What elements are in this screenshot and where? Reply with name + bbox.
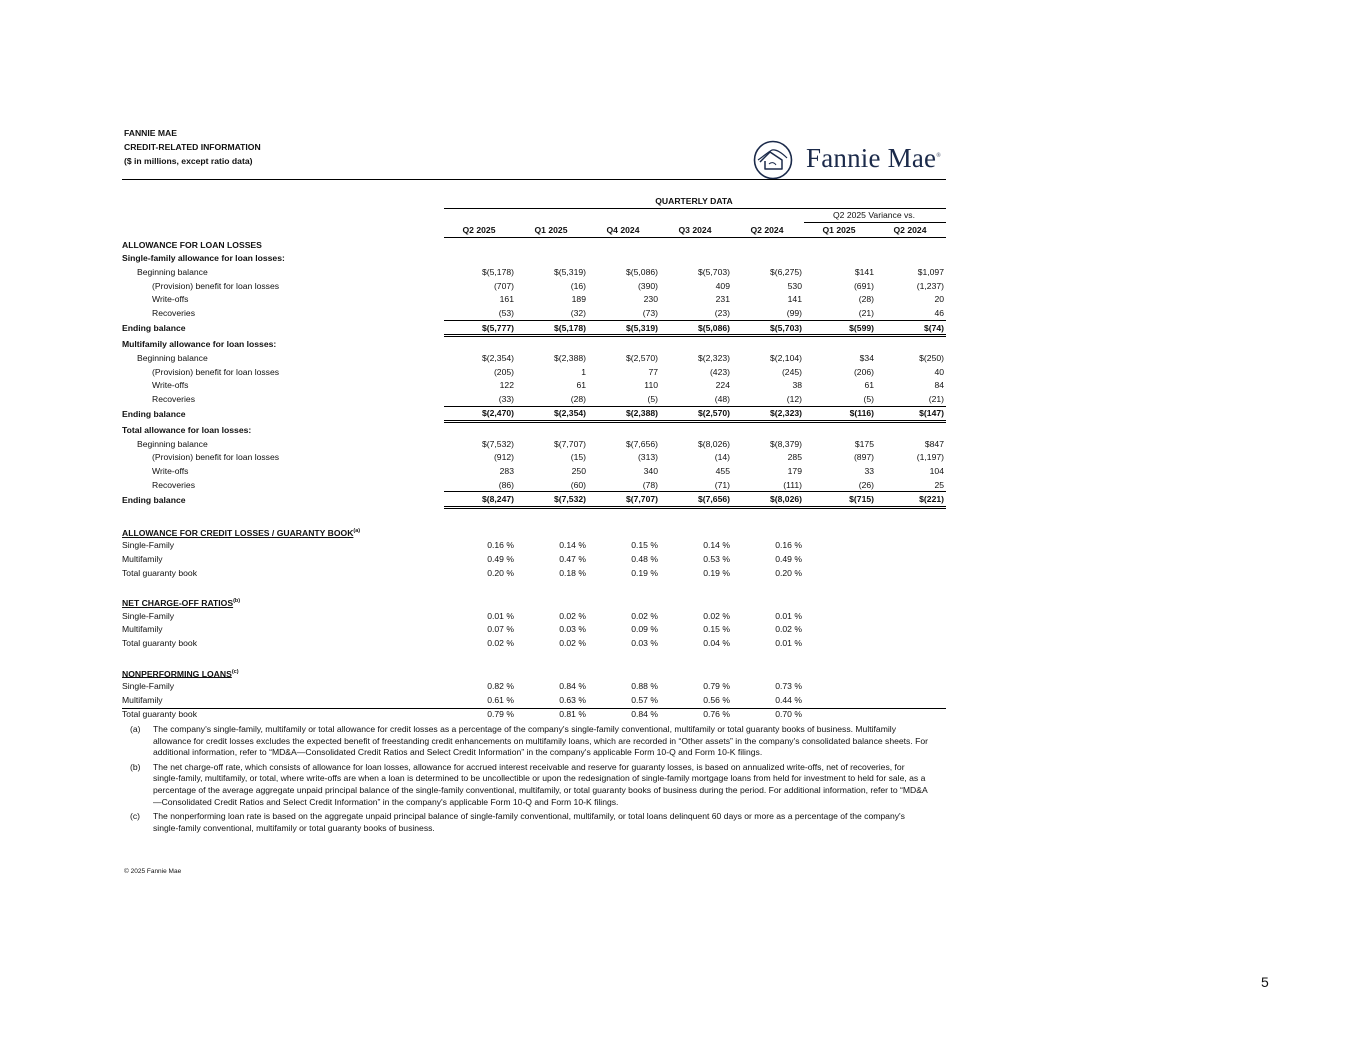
ratio-title-row <box>122 664 946 680</box>
column-header: Q2 2025 <box>444 223 516 238</box>
spacer-cell <box>876 623 946 637</box>
spacer-cell <box>876 609 946 623</box>
column-header: Q4 2024 <box>588 223 660 238</box>
value-cell: (1,237) <box>916 280 944 291</box>
value-cell: 0.16 % <box>775 540 802 551</box>
value-cell: (14) <box>714 452 730 463</box>
value-cell: $141 <box>854 267 874 278</box>
value-cell: $(2,323) <box>732 406 804 422</box>
value-cell: 46 <box>876 306 946 320</box>
value-cell: $(147) <box>876 406 946 422</box>
value-cell: 0.57 % <box>631 694 658 705</box>
value-cell: (313) <box>637 452 658 463</box>
value-cell: (71) <box>660 478 732 492</box>
spacer-cell <box>804 679 876 693</box>
value-cell: $(5,086) <box>625 267 658 278</box>
value-cell: 0.14 % <box>703 540 730 551</box>
column-header: Q2 2024 <box>876 223 946 238</box>
footnote-mark: (b) <box>130 761 141 772</box>
table-row <box>122 378 946 392</box>
value-cell: 0.01 % <box>775 610 802 621</box>
ratio-row <box>122 609 946 623</box>
value-cell: 104 <box>929 465 944 476</box>
value-cell: 285 <box>787 452 802 463</box>
value-cell: 0.16 % <box>487 540 514 551</box>
value-cell: 283 <box>499 465 514 476</box>
column-header: Q1 2025 <box>516 223 588 238</box>
value-cell: 0.70 % <box>775 708 802 719</box>
value-cell: 0.44 % <box>775 694 802 705</box>
value-cell: 33 <box>864 465 874 476</box>
value-cell: 179 <box>787 465 802 476</box>
table-row <box>122 265 946 279</box>
value-cell: 0.73 % <box>775 681 802 692</box>
value-cell: 0.02 % <box>703 610 730 621</box>
footnote <box>130 811 930 834</box>
value-cell: $(116) <box>804 406 876 422</box>
row-label: Beginning balance <box>137 267 208 278</box>
value-cell: 25 <box>876 478 946 492</box>
row-label: Recoveries <box>152 308 195 319</box>
value-cell: $(5,319) <box>588 320 660 336</box>
spacer-cell <box>876 539 946 553</box>
ratio-heading <box>122 664 946 680</box>
value-cell: $1,097 <box>917 267 944 278</box>
value-cell: $(5,319) <box>553 267 586 278</box>
ratio-row <box>122 566 946 580</box>
value-cell: (5) <box>804 392 876 406</box>
value-cell: (78) <box>588 478 660 492</box>
row-label: (Provision) benefit for loan losses <box>152 366 280 377</box>
ratio-row <box>122 636 946 650</box>
value-cell: (21) <box>804 306 876 320</box>
value-cell: 84 <box>934 380 944 391</box>
value-cell: $(74) <box>876 320 946 336</box>
value-cell: 0.04 % <box>703 638 730 649</box>
value-cell: 0.81 % <box>559 708 586 719</box>
copyright: © 2025 Fannie Mae <box>124 868 182 875</box>
footnote-mark: (c) <box>130 811 141 822</box>
column-header: Q1 2025 <box>804 223 876 238</box>
logo-wordmark <box>806 143 941 174</box>
footnote <box>130 724 930 759</box>
column-header-row <box>122 223 946 238</box>
value-cell: 0.03 % <box>631 638 658 649</box>
row-label: (Provision) benefit for loan losses <box>152 452 280 463</box>
value-cell: 122 <box>499 380 514 391</box>
section-heading: ALLOWANCE FOR LOAN LOSSES <box>122 239 262 250</box>
logo-reg-mark: ® <box>936 153 941 159</box>
ratio-row <box>122 623 946 637</box>
value-cell: 0.76 % <box>703 708 730 719</box>
value-cell: 141 <box>787 294 802 305</box>
value-cell: 0.63 % <box>559 694 586 705</box>
table-row <box>122 365 946 379</box>
value-cell: $(5,777) <box>444 320 516 336</box>
value-cell: $(5,703) <box>697 267 730 278</box>
value-cell: 0.09 % <box>631 624 658 635</box>
value-cell: 231 <box>715 294 730 305</box>
ending-balance-row <box>122 320 946 336</box>
footnote-text: The nonperforming loan rate is based on the aggregate unpaid principal balance of single-family conventional, multifamily, or total loans delinquent 60 days or more as a percentage of the company's single-family conventional, multifamily or total guaranty books of business. <box>153 811 905 833</box>
row-label: Single-Family <box>122 681 175 692</box>
ratio-title-row <box>122 523 946 539</box>
value-cell: (390) <box>637 280 658 291</box>
value-cell: 0.79 % <box>703 681 730 692</box>
spacer-cell <box>876 566 946 580</box>
value-cell: $(2,470) <box>444 406 516 422</box>
row-label: Single-Family <box>122 610 175 621</box>
value-cell: 0.19 % <box>631 567 658 578</box>
value-cell: $(6,275) <box>769 267 802 278</box>
value-cell: $175 <box>854 438 874 449</box>
footnote-ref: (b) <box>233 598 241 605</box>
value-cell: $(5,703) <box>732 320 804 336</box>
footnote-ref: (a) <box>353 527 361 534</box>
column-header: Q3 2024 <box>660 223 732 238</box>
table-row <box>122 279 946 293</box>
value-cell: 77 <box>648 366 658 377</box>
ratio-heading-text: NONPERFORMING LOANS <box>122 668 232 679</box>
table-row <box>122 351 946 365</box>
value-cell: 0.56 % <box>703 694 730 705</box>
value-cell: 0.79 % <box>487 708 514 719</box>
row-label: Single-Family <box>122 540 175 551</box>
subsection-heading: Total allowance for loan losses: <box>122 425 252 436</box>
value-cell: $(2,323) <box>697 352 730 363</box>
value-cell: 0.20 % <box>487 567 514 578</box>
spacer-cell <box>804 636 876 650</box>
value-cell: $(2,388) <box>588 406 660 422</box>
row-label: Beginning balance <box>137 438 208 449</box>
credit-table <box>122 194 946 720</box>
row-label: Recoveries <box>152 394 195 405</box>
value-cell: 110 <box>644 380 658 391</box>
spacer-cell <box>122 223 444 238</box>
value-cell: 409 <box>715 280 730 291</box>
spacer-cell <box>122 208 804 223</box>
section-title-row <box>122 422 946 437</box>
value-cell: 0.47 % <box>559 554 586 565</box>
table-row <box>122 306 946 320</box>
report-title: CREDIT-RELATED INFORMATION <box>124 142 261 152</box>
value-cell: 20 <box>934 294 944 305</box>
row-label: Write-offs <box>152 294 189 305</box>
ratio-heading-text: NET CHARGE-OFF RATIOS <box>122 598 234 609</box>
value-cell: (111) <box>732 478 804 492</box>
column-header: Q2 2024 <box>732 223 804 238</box>
spacer-cell <box>804 623 876 637</box>
page-number: 5 <box>1261 974 1269 990</box>
row-label: Multifamily <box>122 554 163 565</box>
value-cell: $(7,707) <box>553 438 586 449</box>
row-label: Write-offs <box>152 380 189 391</box>
row-label: Write-offs <box>152 465 189 476</box>
table-row <box>122 437 946 451</box>
row-label: Total guaranty book <box>122 708 198 719</box>
value-cell: $(7,656) <box>625 438 658 449</box>
value-cell: (86) <box>444 478 516 492</box>
ratio-title-row <box>122 593 946 609</box>
value-cell: (15) <box>570 452 586 463</box>
value-cell: (912) <box>493 452 514 463</box>
value-cell: $(8,247) <box>444 492 516 508</box>
ratio-heading-text: ALLOWANCE FOR CREDIT LOSSES / GUARANTY BOOK <box>122 527 354 538</box>
value-cell: 0.53 % <box>703 554 730 565</box>
row-label: Ending balance <box>122 408 186 419</box>
footnote-text: The company's single-family, multifamily or total allowance for credit losses as a percentage of the company's single-family conventional, multifamily or total guaranty books of business. Multifamily allowance for credit losses excludes the expected benefit of freestanding credit enhancements on multifamily loans, which are recorded in “Other assets” in the company's consolidated balance sheets. For additional information, refer to “MD&A—Consolidated Credit Ratios and Select Credit Information” in the company's applicable Form 10-Q and Form 10-K filings. <box>153 724 929 758</box>
value-cell: $(2,388) <box>553 352 586 363</box>
report-units: ($ in millions, except ratio data) <box>124 156 253 166</box>
section-title-row <box>122 336 946 351</box>
value-cell: $(7,532) <box>516 492 588 508</box>
value-cell: 0.07 % <box>487 624 514 635</box>
value-cell: $(2,354) <box>516 406 588 422</box>
spacer-cell <box>876 693 946 707</box>
spacer-cell <box>804 609 876 623</box>
value-cell: 189 <box>571 294 586 305</box>
allowance-title-row <box>122 237 946 251</box>
value-cell: $(221) <box>876 492 946 508</box>
value-cell: $(715) <box>804 492 876 508</box>
blank-row <box>122 580 946 594</box>
table-row <box>122 464 946 478</box>
value-cell: 0.49 % <box>775 554 802 565</box>
value-cell: 230 <box>643 294 658 305</box>
house-emblem-icon <box>752 140 794 180</box>
table-row <box>122 292 946 306</box>
value-cell: $(8,379) <box>769 438 802 449</box>
row-label: Multifamily <box>122 694 163 705</box>
ratio-row <box>122 552 946 566</box>
value-cell: 0.01 % <box>487 610 514 621</box>
value-cell: (205) <box>493 366 514 377</box>
value-cell: (53) <box>444 306 516 320</box>
ending-balance-row <box>122 492 946 508</box>
footnote-text: The net charge-off rate, which consists of allowance for loan losses, allowance for accrued interest receivable and reserve for guaranty losses, is based on annualized write-offs, net of recoveries, for single-family, multifamily, or total, where write-offs are when a loan is determined to be uncollectible or upon the redesignation of single-family mortgage loans from held for investment to held for sale, as a percentage of the average aggregate unpaid principal balance of the single-family conventional, multifamily, or total guaranty books of business during the period. For additional information, refer to “MD&A—Consolidated Credit Ratios and Select Credit Information” in the company's applicable Form 10-Q and Form 10-K filings. <box>153 761 928 807</box>
table-row <box>122 451 946 465</box>
value-cell: $(2,570) <box>625 352 658 363</box>
value-cell: $(250) <box>919 352 944 363</box>
value-cell: (12) <box>732 392 804 406</box>
value-cell: $(7,532) <box>481 438 514 449</box>
header-rule <box>122 179 946 180</box>
row-label: (Provision) benefit for loan losses <box>152 280 280 291</box>
value-cell: (23) <box>660 306 732 320</box>
value-cell: 61 <box>864 380 874 391</box>
quarterly-header-row <box>122 194 946 208</box>
value-cell: (26) <box>804 478 876 492</box>
value-cell: 0.02 % <box>559 610 586 621</box>
logo-text: Fannie Mae <box>806 143 937 173</box>
value-cell: (28) <box>516 392 588 406</box>
value-cell: 0.18 % <box>559 567 586 578</box>
value-cell: (73) <box>588 306 660 320</box>
value-cell: (48) <box>660 392 732 406</box>
spacer-cell <box>876 636 946 650</box>
row-label: Ending balance <box>122 323 186 334</box>
value-cell: 224 <box>715 380 730 391</box>
value-cell: 0.02 % <box>559 638 586 649</box>
value-cell: (206) <box>853 366 874 377</box>
value-cell: (16) <box>570 280 586 291</box>
value-cell: (28) <box>858 294 874 305</box>
value-cell: $(2,570) <box>660 406 732 422</box>
value-cell: 0.02 % <box>775 624 802 635</box>
quarterly-data-label: QUARTERLY DATA <box>444 194 946 208</box>
row-label: Recoveries <box>152 479 195 490</box>
value-cell: $(599) <box>804 320 876 336</box>
spacer-cell <box>804 693 876 707</box>
row-label: Beginning balance <box>137 352 208 363</box>
value-cell: 61 <box>576 380 586 391</box>
row-label: Ending balance <box>122 494 186 505</box>
blank-row <box>122 508 946 523</box>
value-cell: $(2,354) <box>481 352 514 363</box>
value-cell: 0.20 % <box>775 567 802 578</box>
value-cell: $(5,178) <box>481 267 514 278</box>
row-label: Total guaranty book <box>122 567 198 578</box>
value-cell: $(7,656) <box>660 492 732 508</box>
value-cell: (897) <box>853 452 874 463</box>
value-cell: (99) <box>732 306 804 320</box>
value-cell: (32) <box>516 306 588 320</box>
value-cell: (245) <box>781 366 802 377</box>
row-label: Total guaranty book <box>122 638 198 649</box>
value-cell: 0.61 % <box>487 694 514 705</box>
spacer-cell <box>804 539 876 553</box>
value-cell: (423) <box>709 366 730 377</box>
spacer-cell <box>804 566 876 580</box>
value-cell: 455 <box>715 465 730 476</box>
value-cell: 40 <box>934 366 944 377</box>
value-cell: 0.48 % <box>631 554 658 565</box>
value-cell: $(5,086) <box>660 320 732 336</box>
ratio-row <box>122 539 946 553</box>
value-cell: (691) <box>853 280 874 291</box>
row-label: Multifamily <box>122 624 163 635</box>
value-cell: (1,197) <box>916 452 944 463</box>
value-cell: (33) <box>444 392 516 406</box>
value-cell: 0.15 % <box>631 540 658 551</box>
value-cell: 38 <box>792 380 802 391</box>
company-name: FANNIE MAE <box>124 128 177 138</box>
value-cell: 0.02 % <box>631 610 658 621</box>
value-cell: $(8,026) <box>697 438 730 449</box>
report-header <box>124 126 261 168</box>
value-cell: 0.19 % <box>703 567 730 578</box>
value-cell: 0.84 % <box>631 708 658 719</box>
value-cell: $(7,707) <box>588 492 660 508</box>
value-cell: 0.49 % <box>487 554 514 565</box>
value-cell: 0.14 % <box>559 540 586 551</box>
variance-label: Q2 2025 Variance vs. <box>804 208 946 223</box>
fannie-mae-logo <box>752 140 952 180</box>
value-cell: 161 <box>499 294 514 305</box>
table-row <box>122 392 946 406</box>
value-cell: $(8,026) <box>732 492 804 508</box>
footnote <box>130 762 930 808</box>
value-cell: 530 <box>787 280 802 291</box>
value-cell: $(5,178) <box>516 320 588 336</box>
value-cell: 0.15 % <box>703 624 730 635</box>
value-cell: 250 <box>571 465 586 476</box>
spacer-cell <box>122 194 444 208</box>
value-cell: $847 <box>924 438 944 449</box>
ratio-row <box>122 693 946 707</box>
value-cell: (707) <box>493 280 514 291</box>
table-bottom-rule <box>122 708 946 709</box>
footnotes <box>130 724 930 837</box>
spacer-cell <box>122 508 946 523</box>
value-cell: 1 <box>581 366 586 377</box>
value-cell: (60) <box>516 478 588 492</box>
subsection-heading: Single-family allowance for loan losses: <box>122 253 285 264</box>
value-cell: 0.82 % <box>487 681 514 692</box>
value-cell: (5) <box>588 392 660 406</box>
blank-row <box>122 650 946 664</box>
spacer-cell <box>122 650 946 664</box>
spacer-cell <box>876 679 946 693</box>
footnote-mark: (a) <box>130 724 141 734</box>
value-cell: (21) <box>876 392 946 406</box>
ratio-heading <box>122 523 946 539</box>
ratio-heading <box>122 593 946 609</box>
value-cell: 0.03 % <box>559 624 586 635</box>
spacer-cell <box>804 552 876 566</box>
footnote-ref: (c) <box>231 668 239 675</box>
value-cell: 0.88 % <box>631 681 658 692</box>
value-cell: 0.01 % <box>775 638 802 649</box>
table-row <box>122 478 946 492</box>
value-cell: $(2,104) <box>769 352 802 363</box>
variance-header-row <box>122 208 946 223</box>
spacer-cell <box>876 552 946 566</box>
section-title-row <box>122 252 946 266</box>
subsection-heading: Multifamily allowance for loan losses: <box>122 339 277 350</box>
value-cell: 340 <box>643 465 658 476</box>
ending-balance-row <box>122 406 946 422</box>
ratio-row <box>122 679 946 693</box>
value-cell: 0.84 % <box>559 681 586 692</box>
spacer-cell <box>122 580 946 594</box>
value-cell: $34 <box>859 352 874 363</box>
value-cell: 0.02 % <box>487 638 514 649</box>
